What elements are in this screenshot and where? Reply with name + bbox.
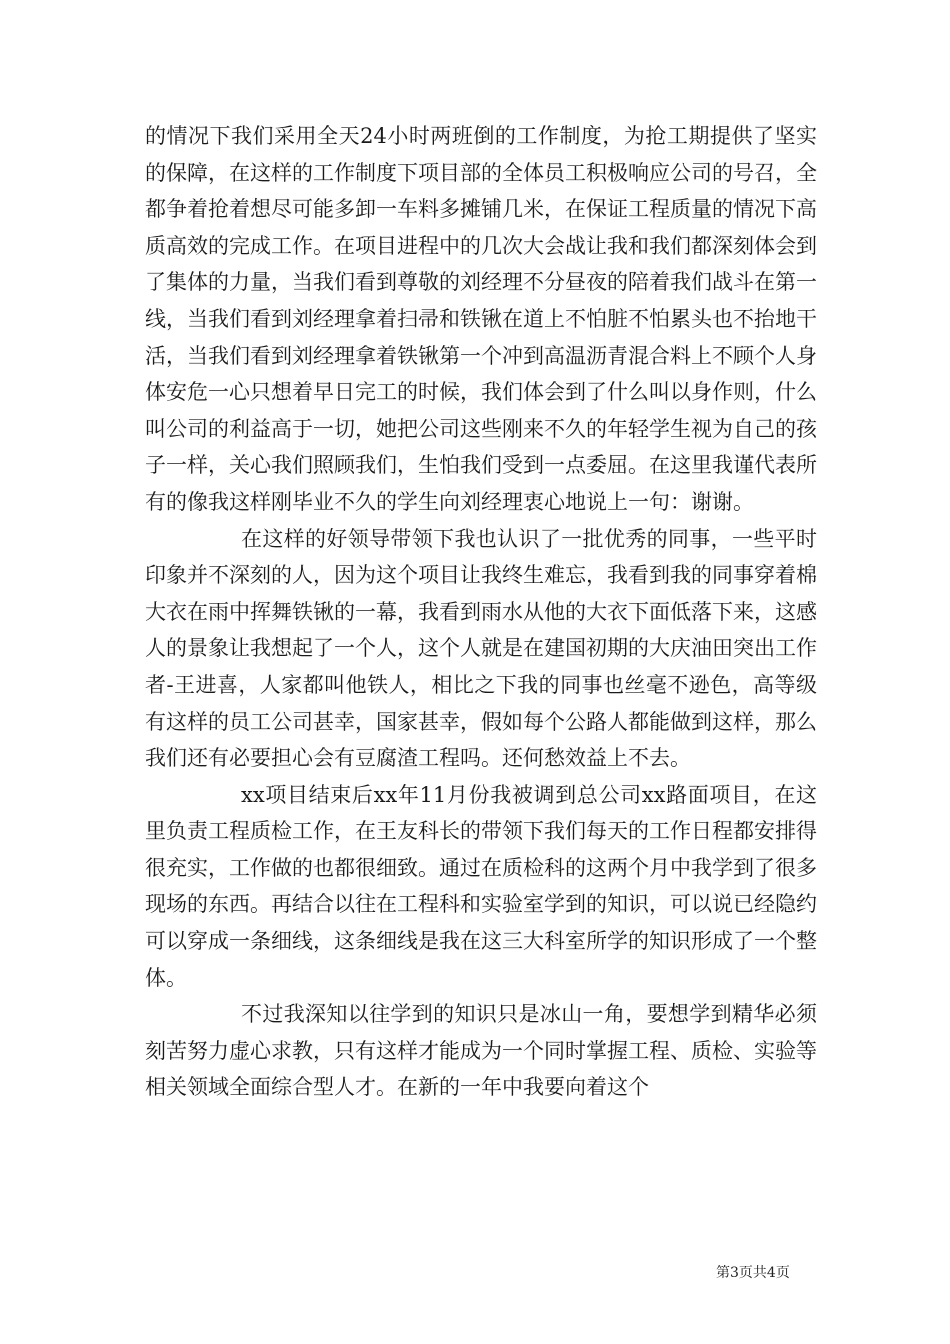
paragraph-3: xx项目结束后xx年11月份我被调到总公司xx路面项目，在这里负责工程质检工作，在王友科长的带领下我们每天的工作日程都安排得很充实，工作做的也都很细致。通过在质检科的这两个月中我学到了很多现场的东西。再结合以往在工程科和实验室学到的知识，可以说已经隐约可以穿成一条细线，这条细线是我在这三大科室所学的知识形成了一个整体。 <box>145 782 817 990</box>
body-text <box>145 118 817 1106</box>
paragraph-2: 在这样的好领导带领下我也认识了一批优秀的同事，一些平时印象并不深刻的人，因为这个项目让我终生难忘，我看到我的同事穿着棉大衣在雨中挥舞铁锹的一幕，我看到雨水从他的大衣下面低落下来，这感人的景象让我想起了一个人，这个人就是在建国初期的大庆油田突出工作者-王进喜，人家都叫他铁人，相比之下我的同事也丝毫不逊色，高等级有这样的员工公司甚幸，国家甚幸，假如每个公路人都能做到这样，那么我们还有必要担心会有豆腐渣工程吗。还何愁效益上不去。 <box>145 526 817 771</box>
paragraph-4: 不过我深知以往学到的知识只是冰山一角，要想学到精华必须刻苦努力虚心求教，只有这样才能成为一个同时掌握工程、质检、实验等相关领域全面综合型人才。在新的一年中我要向着这个 <box>145 1002 817 1100</box>
page-number-footer: 第3页共4页 <box>716 1265 790 1281</box>
paragraph-1: 的情况下我们采用全天24小时两班倒的工作制度，为抢工期提供了坚实的保障，在这样的工作制度下项目部的全体员工积极响应公司的号召，全都争着抢着想尽可能多卸一车料多摊铺几米，在保证工程质量的情况下高质高效的完成工作。在项目进程中的几次大会战让我和我们都深刻体会到了集体的力量，当我们看到尊敬的刘经理不分昼夜的陪着我们战斗在第一线，当我们看到刘经理拿着扫帚和铁锹在道上不怕脏不怕累头也不抬地干活，当我们看到刘经理拿着铁锹第一个冲到高温沥青混合料上不顾个人身体安危一心只想着早日完工的时候，我们体会到了什么叫以身作则，什么叫公司的利益高于一切，她把公司这些刚来不久的年轻学生视为自己的孩子一样，关心我们照顾我们，生怕我们受到一点委屈。在这里我谨代表所有的像我这样刚毕业不久的学生向刘经理衷心地说上一句：谢谢。 <box>145 124 817 514</box>
